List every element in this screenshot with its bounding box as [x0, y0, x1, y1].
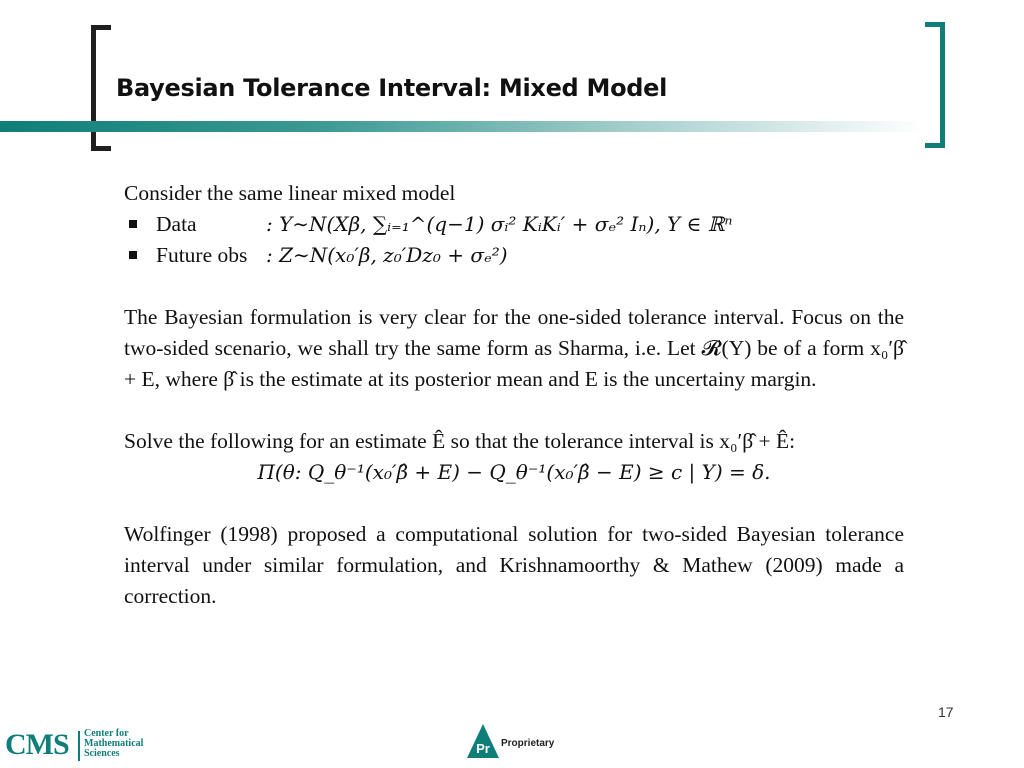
- bullet-label: Data: [156, 212, 197, 236]
- right-title-bracket: [925, 22, 945, 148]
- page-number: 17: [938, 704, 954, 720]
- paragraph-solve: Solve the following for an estimate Ê so that the tolerance interval is x₀′β̂ + Ê:: [124, 429, 796, 453]
- cms-logo: CMS: [5, 728, 69, 761]
- proprietary-label: Proprietary: [501, 738, 555, 749]
- square-bullet-icon: [129, 251, 137, 259]
- display-equation: Π(θ: Q_θ⁻¹(x₀′β̂ + E) − Q_θ⁻¹(x₀′β̂ − E) ≥ c | Y) = δ.: [257, 460, 771, 484]
- bullet-data: [124, 209, 904, 240]
- paragraph-wolfinger: Wolfinger (1998) proposed a computational solution for two-sided Bayesian tolerance interval under similar formulation, and Krishnamoorthy & Mathew (2009) made a correction.: [124, 522, 904, 608]
- bullet-formula: : Z∼N(x₀′β, z₀′Dz₀ + σₑ²): [266, 243, 508, 267]
- badge-letter: Pr: [476, 741, 490, 756]
- paragraph-bayesian-formulation: The Bayesian formulation is very clear for the one-sided tolerance interval. Focus on the two-sided scenario, we shall try the same form as Sharma, i.e. Let 𝓡(Y) be of a form x₀′β̂ + E, where β̂ is the estimate at its posterior mean and E is the uncertainy margin.: [124, 305, 904, 391]
- proprietary-badge-icon: [466, 723, 500, 759]
- bullet-future-obs: [124, 240, 904, 271]
- slide-body: [124, 178, 904, 612]
- left-title-bracket: [91, 25, 111, 151]
- bullet-label: Future obs: [156, 243, 248, 267]
- title-underline-bar: [0, 121, 924, 132]
- slide-title: Bayesian Tolerance Interval: Mixed Model: [116, 74, 668, 102]
- bullet-formula: : Y∼N(Xβ, ∑ᵢ₌₁^(q−1) σᵢ² KᵢKᵢ′ + σₑ² Iₙ), Y ∈ ℝⁿ: [266, 212, 733, 236]
- cms-logo-subtitle: Center for Mathematical Sciences: [84, 728, 144, 759]
- square-bullet-icon: [129, 220, 137, 228]
- logo-divider: [78, 731, 80, 761]
- intro-text: Consider the same linear mixed model: [124, 181, 456, 205]
